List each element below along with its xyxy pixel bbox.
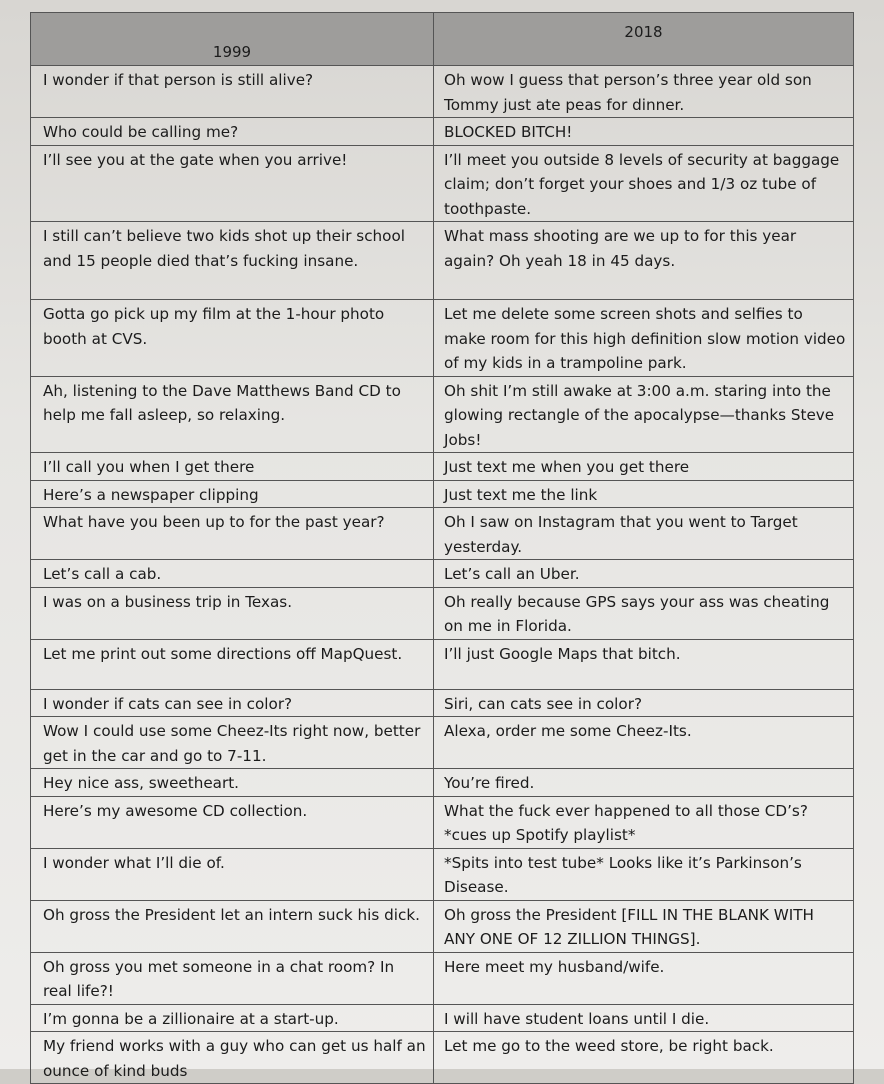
cell-1999: Here’s my awesome CD collection.: [31, 796, 434, 848]
table-row: [31, 587, 854, 639]
cell-1999: What have you been up to for the past year?: [31, 508, 434, 560]
cell-2018: I’ll meet you outside 8 levels of security at baggage claim; don’t forget your shoes and 1/3 oz tube of toothpaste.: [434, 145, 854, 222]
cell-1999: Here’s a newspaper clipping: [31, 480, 434, 508]
cell-1999: Gotta go pick up my film at the 1-hour photo booth at CVS.: [31, 300, 434, 377]
cell-1999: I’ll call you when I get there: [31, 453, 434, 481]
table-row: [31, 222, 854, 300]
cell-1999: Oh gross you met someone in a chat room? In real life?!: [31, 952, 434, 1004]
table-row: [31, 639, 854, 689]
table-row: [31, 300, 854, 377]
cell-1999: I’ll see you at the gate when you arrive!: [31, 145, 434, 222]
table-row: [31, 769, 854, 797]
cell-2018: Here meet my husband/wife.: [434, 952, 854, 1004]
cell-2018: I will have student loans until I die.: [434, 1004, 854, 1032]
table-row: [31, 952, 854, 1004]
table-row: [31, 453, 854, 481]
table-row: [31, 66, 854, 118]
header-2018: 2018: [434, 13, 854, 66]
table-row: [31, 1004, 854, 1032]
cell-2018: You’re fired.: [434, 769, 854, 797]
comparison-table: [30, 12, 854, 1084]
cell-2018: Just text me the link: [434, 480, 854, 508]
cell-1999: Ah, listening to the Dave Matthews Band CD to help me fall asleep, so relaxing.: [31, 376, 434, 453]
cell-2018: Siri, can cats see in color?: [434, 689, 854, 717]
cell-1999: I wonder if cats can see in color?: [31, 689, 434, 717]
header-1999: 1999: [31, 13, 434, 66]
cell-2018: Oh shit I’m still awake at 3:00 a.m. staring into the glowing rectangle of the apocalypse—thanks Steve Jobs!: [434, 376, 854, 453]
table-row: [31, 560, 854, 588]
cell-2018: What mass shooting are we up to for this year again? Oh yeah 18 in 45 days.: [434, 222, 854, 300]
table-row: [31, 480, 854, 508]
cell-1999: Hey nice ass, sweetheart.: [31, 769, 434, 797]
header-row: [31, 13, 854, 66]
cell-2018: Oh really because GPS says your ass was cheating on me in Florida.: [434, 587, 854, 639]
table-row: [31, 900, 854, 952]
cell-1999: I wonder what I’ll die of.: [31, 848, 434, 900]
cell-2018: Oh wow I guess that person’s three year old son Tommy just ate peas for dinner.: [434, 66, 854, 118]
table-row: [31, 145, 854, 222]
cell-2018: Let’s call an Uber.: [434, 560, 854, 588]
cell-1999: I wonder if that person is still alive?: [31, 66, 434, 118]
cell-2018: Let me go to the weed store, be right back.: [434, 1032, 854, 1084]
table-row: [31, 1032, 854, 1084]
table-row: [31, 689, 854, 717]
table-row: [31, 118, 854, 146]
cell-2018: Just text me when you get there: [434, 453, 854, 481]
cell-2018: Oh I saw on Instagram that you went to Target yesterday.: [434, 508, 854, 560]
cell-2018: *Spits into test tube* Looks like it’s Parkinson’s Disease.: [434, 848, 854, 900]
table-row: [31, 376, 854, 453]
cell-1999: Let me print out some directions off MapQuest.: [31, 639, 434, 689]
cell-2018: Oh gross the President [FILL IN THE BLANK WITH ANY ONE OF 12 ZILLION THINGS].: [434, 900, 854, 952]
cell-2018: What the fuck ever happened to all those CD’s? *cues up Spotify playlist*: [434, 796, 854, 848]
cell-1999: I was on a business trip in Texas.: [31, 587, 434, 639]
cell-1999: My friend works with a guy who can get us half an ounce of kind buds: [31, 1032, 434, 1084]
cell-1999: Let’s call a cab.: [31, 560, 434, 588]
table-row: [31, 848, 854, 900]
table-row: [31, 796, 854, 848]
cell-2018: Alexa, order me some Cheez-Its.: [434, 717, 854, 769]
cell-1999: Oh gross the President let an intern suck his dick.: [31, 900, 434, 952]
cell-2018: I’ll just Google Maps that bitch.: [434, 639, 854, 689]
cell-1999: Who could be calling me?: [31, 118, 434, 146]
table-row: [31, 508, 854, 560]
cell-1999: I’m gonna be a zillionaire at a start-up.: [31, 1004, 434, 1032]
cell-1999: Wow I could use some Cheez-Its right now, better get in the car and go to 7-11.: [31, 717, 434, 769]
cell-1999: I still can’t believe two kids shot up their school and 15 people died that’s fucking insane.: [31, 222, 434, 300]
table-row: [31, 717, 854, 769]
cell-2018: BLOCKED BITCH!: [434, 118, 854, 146]
cell-2018: Let me delete some screen shots and selfies to make room for this high definition slow motion video of my kids in a trampoline park.: [434, 300, 854, 377]
